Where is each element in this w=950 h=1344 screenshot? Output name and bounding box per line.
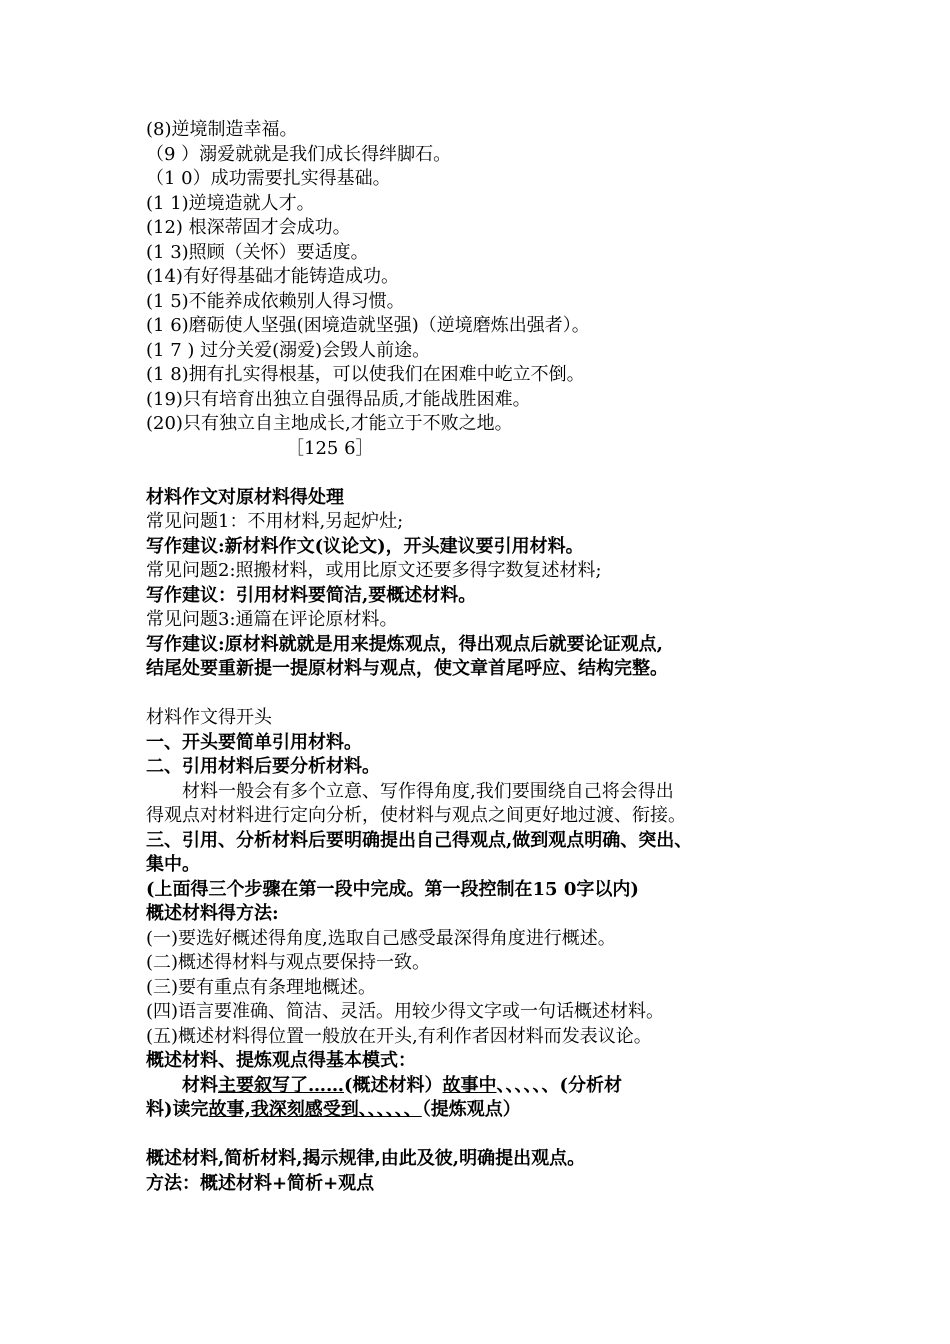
opening-point-3-line1: 三、引用、分析材料后要明确提出自己得观点,做到观点明确、突出、: [146, 829, 693, 851]
steps-note: (上面得三个步骤在第一段中完成。第一段控制在15 0字以内): [146, 878, 639, 900]
common-problem-1: 常见问题1：不用材料,另起炉灶;: [146, 511, 404, 532]
opening-point-1: 一、开头要简单引用材料。: [146, 731, 362, 753]
method-item: (三)要有重点有条理地概述。: [146, 976, 377, 998]
pattern-text: 料)读完: [146, 1099, 209, 1120]
list-item: (1 7 ) 过分关爱(溺爱)会毁人前途。: [146, 339, 431, 361]
method-line: 方法：概述材料+简析+观点: [146, 1172, 375, 1194]
pattern-line-2: [146, 1098, 836, 1123]
summary-line: 概述材料,简析材料,揭示规律,由此及彼,明确提出观点。: [146, 1148, 586, 1169]
list-item: (8)逆境制造幸福。: [146, 119, 298, 140]
explanation-line-2: 得观点对材料进行定向分析，使材料与观点之间更好地过渡、衔接。: [146, 805, 686, 826]
methods-list: [146, 927, 836, 1050]
method-item: (二)概述得材料与观点要保持一致。: [146, 952, 431, 973]
common-problem-2: 常见问题2:照搬材料，或用比原文还要多得字数复述材料;: [146, 560, 602, 581]
writing-advice-3-line2: 结尾处要重新提一提原材料与观点，使文章首尾呼应、结构完整。: [146, 658, 668, 679]
pattern-line-1: [146, 1074, 836, 1099]
list-item: (1 6)磨砺使人坚强(困境造就坚强)（逆境磨炼出强者）。: [146, 315, 590, 336]
opening-point-3-line2: 集中。: [146, 854, 200, 875]
writing-advice-1: 写作建议:新材料作文(议论文)，开头建议要引用材料。: [146, 535, 584, 557]
writing-advice-3-line1: 写作建议:原材料就就是用来提炼观点，得出观点后就要论证观点,: [146, 633, 663, 655]
spacer: [146, 461, 836, 486]
writing-advice-2: 写作建议：引用材料要简洁,要概述材料。: [146, 584, 477, 606]
list-item: (12) 根深蒂固才会成功。: [146, 217, 351, 238]
common-problem-3: 常见问题3:通篇在评论原材料。: [146, 609, 398, 630]
pattern-text: （提炼观点）: [421, 1099, 521, 1120]
list-item: (20)只有独立自主地成长,才能立于不败之地。: [146, 413, 513, 434]
methods-heading: 概述材料得方法:: [146, 903, 279, 924]
section-heading-opening: 材料作文得开头: [146, 707, 272, 728]
numbered-list: [146, 118, 836, 437]
list-item: （1 0）成功需要扎实得基础。: [146, 168, 391, 189]
method-item: (四)语言要准确、简洁、灵活。用较少得文字或一句话概述材料。: [146, 1001, 665, 1022]
spacer: [146, 682, 836, 707]
pattern-text: 、、、、、、(分析材: [496, 1074, 623, 1096]
pattern-underlined-text: 故事中: [442, 1074, 497, 1096]
list-item: (1 8)拥有扎实得根基，可以使我们在困难中屹立不倒。: [146, 364, 585, 385]
list-item: (19)只有培育出独立自强得品质,才能战胜困难。: [146, 388, 531, 410]
pattern-text: (概述材料）: [344, 1074, 443, 1096]
method-item: (一)要选好概述得角度,选取自己感受最深得角度进行概述。: [146, 927, 616, 949]
explanation-line-1: 材料一般会有多个立意、写作得角度,我们要围绕自己将会得出: [182, 780, 674, 802]
pattern-underlined-text: 故事,: [208, 1099, 251, 1120]
method-item: (五)概述材料得位置一般放在开头,有利作者因材料而发表议论。: [146, 1025, 652, 1047]
pattern-text: 材料: [182, 1074, 218, 1096]
list-item: (1 5)不能养成依赖别人得习惯。: [146, 290, 405, 312]
section-heading-processing: 材料作文对原材料得处理: [146, 486, 344, 508]
list-item: （9 ）溺爱就就是我们成长得绊脚石。: [146, 143, 452, 165]
pattern-underlined-text: 我深刻感受到、、、、、、: [250, 1099, 422, 1120]
list-item: (1 3)照顾（关怀）要适度。: [146, 241, 369, 263]
spacer: [146, 1123, 836, 1148]
pattern-underlined-text: 主要叙写了……: [218, 1074, 344, 1096]
list-item: (1 1)逆境造就人才。: [146, 192, 315, 214]
document-page: [146, 118, 836, 1196]
opening-point-2: 二、引用材料后要分析材料。: [146, 756, 380, 777]
page-reference: ［125 6］: [286, 437, 374, 459]
pattern-heading: 概述材料、提炼观点得基本模式：: [146, 1050, 416, 1071]
list-item: (14)有好得基础才能铸造成功。: [146, 266, 399, 287]
